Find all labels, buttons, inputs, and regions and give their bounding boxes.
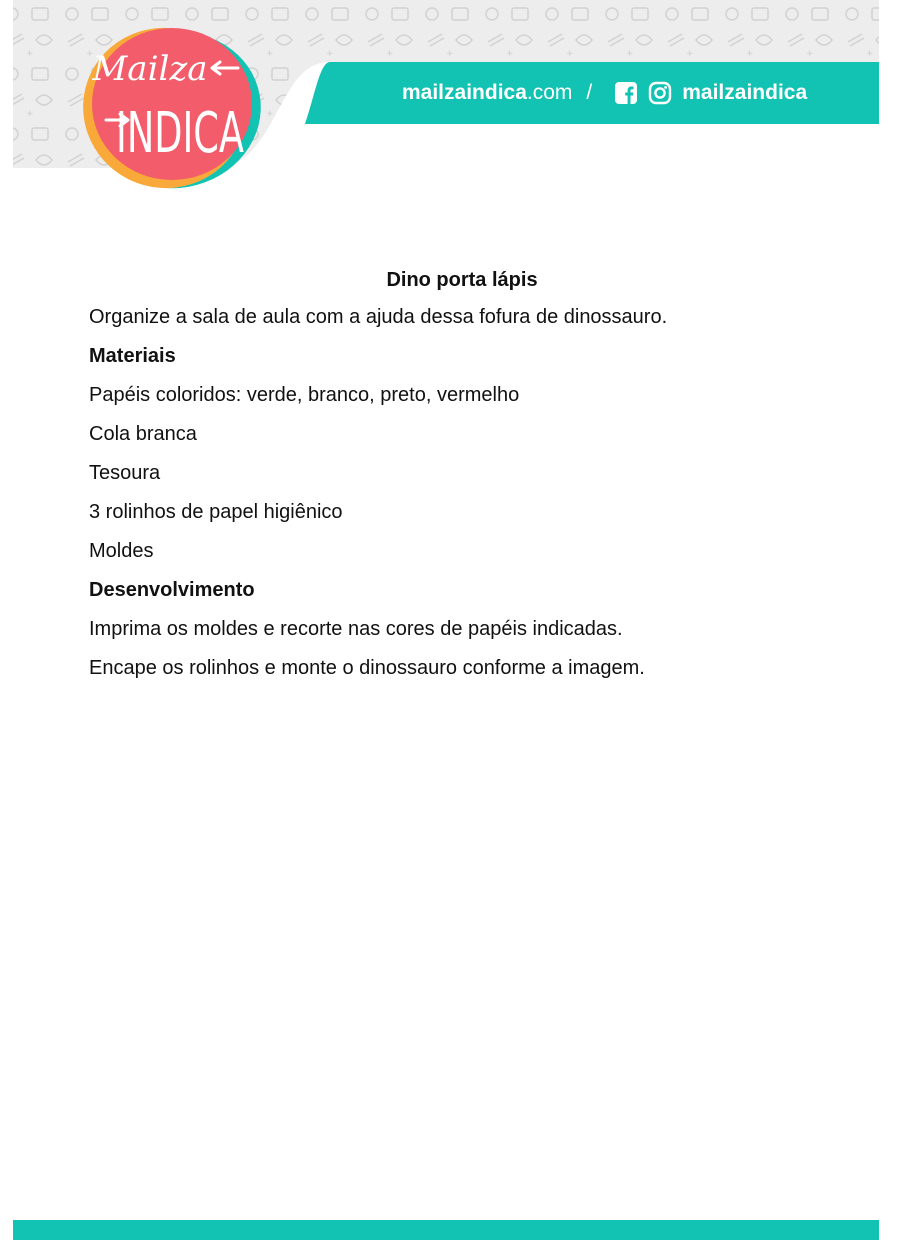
materials-heading: Materiais xyxy=(89,345,176,367)
material-item: Cola branca xyxy=(89,423,197,445)
development-step: Encape os rolinhos e monte o dinossauro conforme a imagem. xyxy=(89,657,645,679)
logo-top-text: Mailza xyxy=(92,49,208,89)
header-links xyxy=(402,78,807,108)
header-separator: / xyxy=(586,81,593,104)
instagram-icon[interactable] xyxy=(648,81,672,105)
social-handle[interactable]: mailzaindica xyxy=(682,81,808,104)
document-body xyxy=(89,262,849,688)
document-title: Dino porta lápis xyxy=(386,269,538,291)
logo-bottom-text: INDICA xyxy=(116,101,244,166)
intro-paragraph: Organize a sala de aula com a ajuda dessa fofura de dinossauro. xyxy=(89,306,668,328)
site-tld[interactable]: .com xyxy=(526,81,573,104)
footer-bar xyxy=(13,1220,879,1240)
site-name[interactable]: mailzaindica xyxy=(402,81,527,104)
facebook-icon[interactable] xyxy=(614,81,638,105)
development-heading: Desenvolvimento xyxy=(89,579,255,601)
material-item: 3 rolinhos de papel higiênico xyxy=(89,501,343,523)
material-item: Tesoura xyxy=(89,462,161,484)
material-item: Moldes xyxy=(89,540,154,562)
material-item: Papéis coloridos: verde, branco, preto, vermelho xyxy=(89,384,520,406)
development-step: Imprima os moldes e recorte nas cores de papéis indicadas. xyxy=(89,618,623,640)
